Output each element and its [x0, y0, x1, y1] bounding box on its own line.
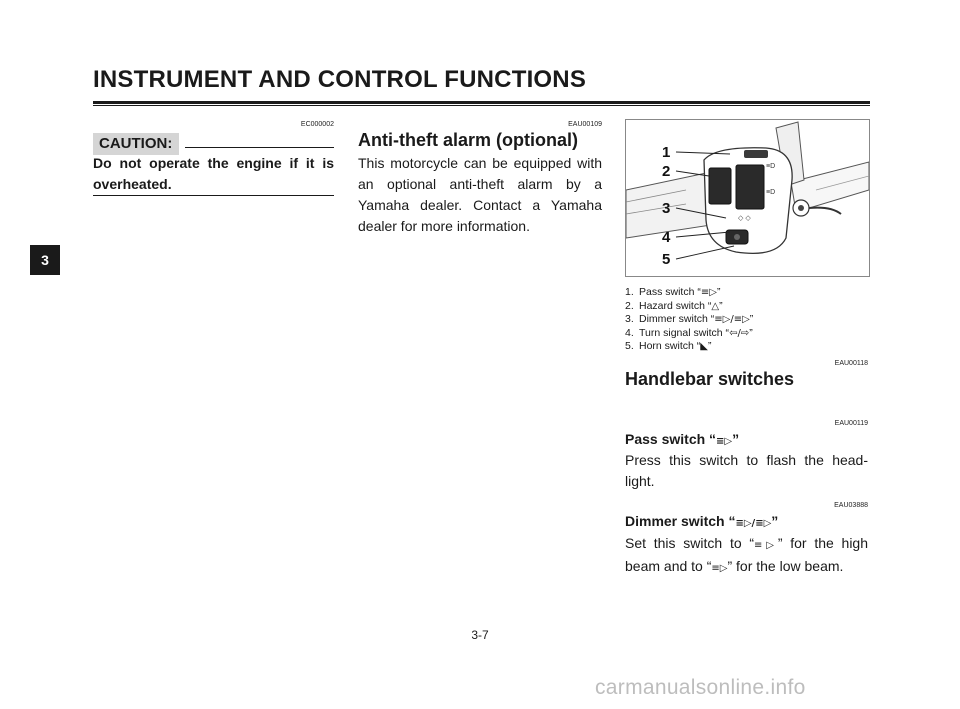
- pass-switch-heading: Pass switch “≡▷”: [625, 431, 740, 447]
- handlebar-code: EAU00118: [834, 360, 868, 367]
- horn-icon: ◣: [700, 341, 708, 352]
- caution-text: Do not operate the engine if it is overheated.: [93, 155, 334, 192]
- callout-2: 2: [662, 163, 671, 180]
- dimmer-icon: ≡▷/≡▷: [714, 314, 750, 325]
- title-rule-thin: [93, 105, 870, 106]
- figure-captions: [625, 286, 753, 354]
- svg-text:≡D: ≡D: [766, 163, 776, 170]
- pass-icon: ≡▷: [700, 287, 717, 298]
- dimmer-switch-text: Set this switch to “≡▷” for the high beam and to “≡▷” for the low beam.: [625, 535, 869, 574]
- pass-icon: ≡▷: [716, 436, 733, 447]
- dimmer-icon: ≡▷/≡▷: [735, 518, 772, 529]
- title-rule: [93, 101, 870, 104]
- high-beam-icon: ≡▷: [754, 540, 778, 551]
- turn-signal-icon: ⇦/⇨: [729, 327, 750, 339]
- dimmer-switch-heading: Dimmer switch “≡▷/≡▷”: [625, 513, 779, 529]
- caption-turn-signal-switch: 4. Turn signal switch “⇦/⇨”: [625, 326, 753, 339]
- alarm-code: EAU00109: [568, 121, 602, 128]
- alarm-heading: Anti-theft alarm (optional): [358, 130, 578, 150]
- low-beam-icon: ≡▷: [711, 563, 728, 574]
- svg-text:◇ ◇: ◇ ◇: [738, 215, 751, 222]
- page-title: INSTRUMENT AND CONTROL FUNCTIONS: [93, 66, 587, 93]
- handlebar-switch-figure: [625, 119, 870, 277]
- callout-5: 5: [662, 251, 671, 268]
- caution-code: EC000002: [300, 121, 334, 128]
- chapter-tab[interactable]: 3: [30, 245, 60, 275]
- callout-4: 4: [662, 229, 671, 246]
- pass-switch-text: Press this switch to flash the head-light.: [625, 452, 868, 489]
- callout-3: 3: [662, 200, 671, 217]
- caption-pass-switch: 1. Pass switch “≡▷”: [625, 286, 721, 298]
- pass-code: EAU00119: [834, 420, 868, 427]
- caption-hazard-switch: 2. Hazard switch “△”: [625, 299, 723, 312]
- alarm-text: This motorcycle can be equipped with an optional anti-theft alarm by a Yamaha dealer. Contact a Yamaha dealer for more information.: [358, 155, 602, 234]
- caution-rule: [185, 147, 334, 148]
- handlebar-switch-illustration: [626, 120, 869, 276]
- page-number: 3-7: [471, 628, 489, 642]
- svg-text:≡D: ≡D: [766, 189, 776, 196]
- callout-1: 1: [662, 144, 671, 161]
- caption-horn-switch: 5. Horn switch “◣”: [625, 340, 712, 352]
- handlebar-heading: Handlebar switches: [625, 369, 795, 389]
- dimmer-code: EAU03888: [834, 502, 868, 509]
- caution-bottom-rule: [93, 195, 334, 196]
- caution-label: CAUTION:: [93, 133, 179, 155]
- caption-dimmer-switch: 3. Dimmer switch “≡▷/≡▷”: [625, 313, 754, 325]
- watermark: carmanualsonline.info: [595, 676, 806, 699]
- hazard-icon: △: [711, 300, 720, 312]
